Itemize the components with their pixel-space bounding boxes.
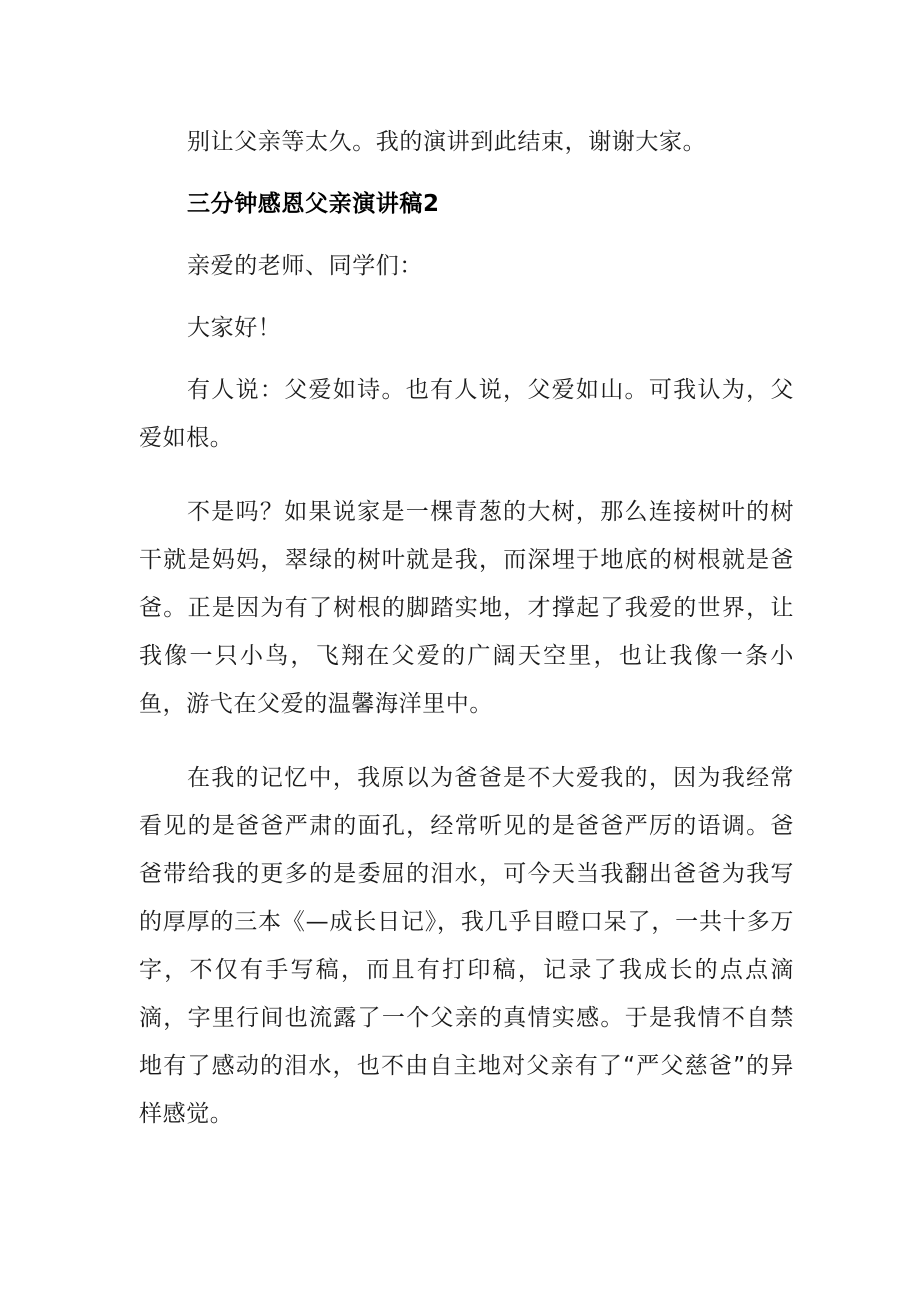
closing-paragraph: 别让父亲等太久。我的演讲到此结束，谢谢大家。: [187, 129, 707, 155]
body-paragraph: 在我的记忆中，我原以为爸爸是不大爱我的，因为我经常看见的是爸爸严肃的面孔，经常听见的是爸爸严厉的语调。爸爸带给我的更多的是委屈的泪水，可今天当我翻出爸爸为我写的厚厚的三本《—成长日记》，我几乎目瞪口呆了，一共十多万字，不仅有手写稿，而且有打印稿，记录了我成长的点点滴滴，字里行间也流露了一个父亲的真情实感。于是我情不自禁地有了感动的泪水，也不由自主地对父亲有了“严父慈爸”的异样感觉。: [139, 765, 794, 1127]
document-body: [139, 118, 794, 1164]
salutation: 亲爱的老师、同学们：: [187, 253, 423, 279]
body-paragraph: 有人说：父爱如诗。也有人说，父爱如山。可我认为，父爱如根。: [139, 377, 794, 451]
section-heading: 三分钟感恩父亲演讲稿2: [187, 191, 440, 217]
body-paragraph: 不是吗？如果说家是一棵青葱的大树，那么连接树叶的树干就是妈妈，翠绿的树叶就是我，而深埋于地底的树根就是爸爸。正是因为有了树根的脚踏实地，才撑起了我爱的世界，让我像一只小鸟，飞翔在父爱的广阔天空里，也让我像一条小鱼，游弋在父爱的温馨海洋里中。: [139, 499, 794, 717]
greeting: 大家好！: [187, 315, 282, 341]
